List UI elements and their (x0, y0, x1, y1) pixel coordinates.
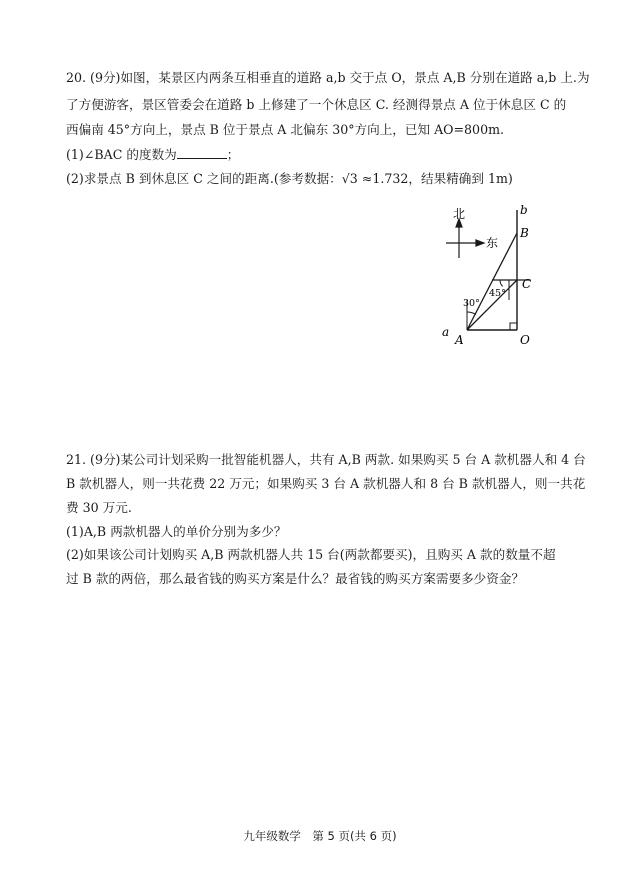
problem-21-line-1: 21. (9分)某公司计划采购一批智能机器人，共有 A,B 两款. 如果购买 5 台 A 款机器人和 4 台 (66, 452, 586, 467)
problem-21-part-1: (1)A,B 两款机器人的单价分别为多少？ (66, 524, 287, 539)
angle-45-arc (500, 280, 503, 286)
label-O: O (520, 333, 530, 347)
part-1-end: ； (226, 147, 240, 162)
problem-20-line-1: 20. (9分)如图，某景区内两条互相垂直的道路 a,b 交于点 O，景点 A,B 分别在道路 a,b 上.为 (66, 70, 590, 85)
label-b: b (520, 203, 528, 217)
angle-30-label: 30° (463, 298, 480, 309)
label-a: a (442, 325, 450, 339)
label-A: A (455, 333, 464, 347)
problem-21-part-2-line-2: 过 B 款的两倍，那么最省钱的购买方案是什么？最省钱的购买方案需要多少资金？ (66, 571, 525, 586)
right-angle-mark (510, 323, 517, 330)
problem-20-line-2: 了方便游客，景区管委会在道路 b 上修建了一个休息区 C. 经测得景点 A 位于休息区 C 的 (66, 97, 567, 112)
angle-30-arc (467, 312, 476, 314)
part-1-text: (1)∠BAC 的度数为 (66, 147, 177, 162)
problem-21-line-2: B 款机器人，则一共花费 22 万元；如果购买 3 台 A 款机器人和 8 台 B 款机器人，则一共花 (66, 476, 586, 491)
problem-21-part-2-line-1: (2)如果该公司计划购买 A,B 两款机器人共 15 台(两款都要买)，且购买 A 款的数量不超 (66, 547, 556, 562)
page-footer: 九年级数学 第 5 页(共 6 页) (243, 829, 397, 843)
compass (446, 219, 484, 258)
problem-20-part-2: (2)求景点 B 到休息区 C 之间的距离.(参考数据：√3 ≈1.732，结果精确到 1m) (66, 171, 513, 186)
problem-20-line-3: 西偏南 45°方向上，景点 B 位于景点 A 北偏东 30°方向上，已知 AO=800m. (66, 122, 505, 137)
angle-45-label: 45° (489, 288, 506, 299)
east-label: 东 (486, 236, 499, 250)
north-label: 北 (453, 207, 466, 221)
label-C: C (522, 277, 532, 291)
problem-21-line-3: 费 30 万元. (66, 500, 132, 515)
label-B: B (520, 226, 529, 240)
east-arrow-icon (476, 240, 484, 246)
